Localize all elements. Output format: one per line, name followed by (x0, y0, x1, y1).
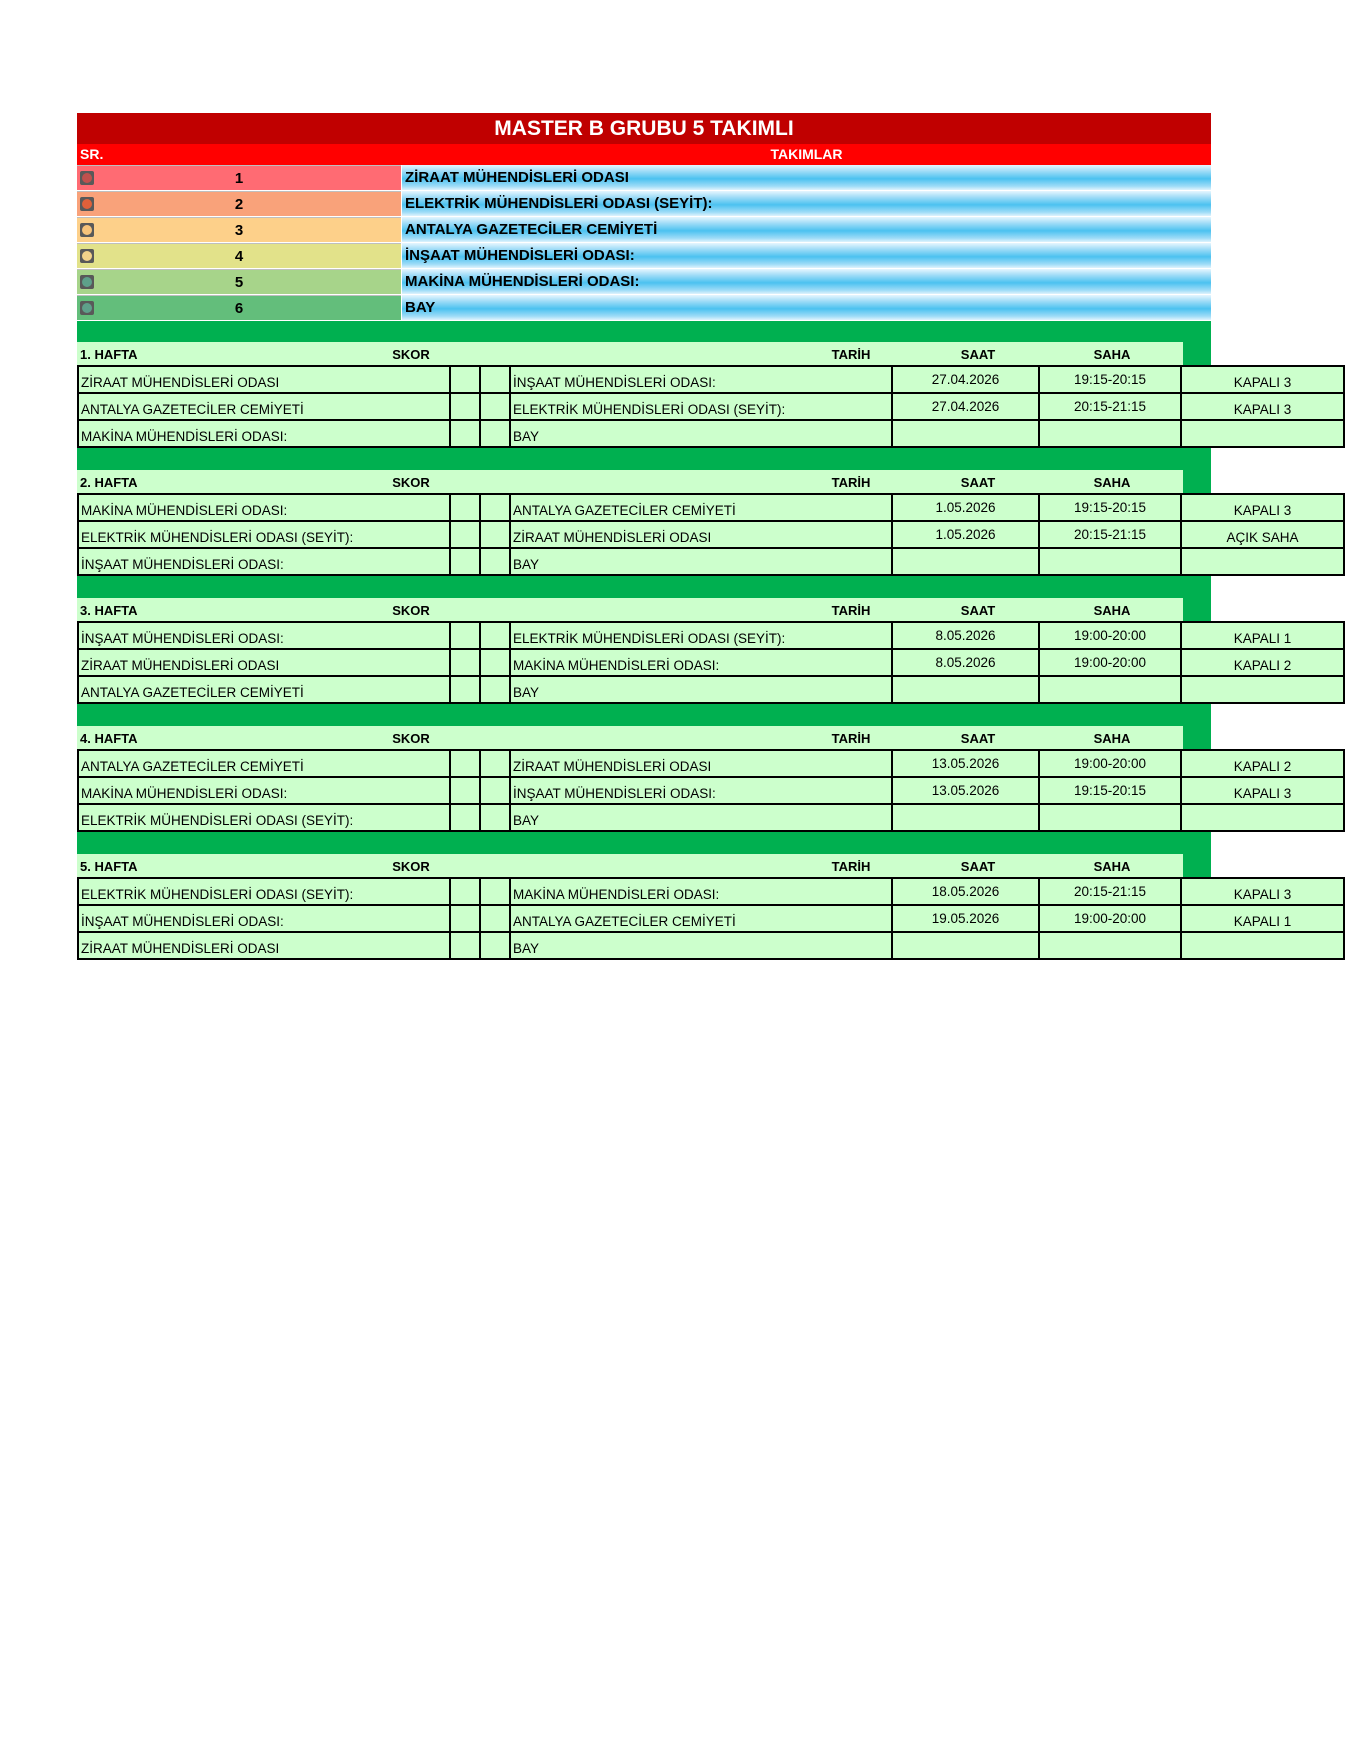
home-score-cell (450, 878, 480, 905)
match-row (78, 420, 1344, 447)
week-header (77, 854, 1183, 877)
week-title: 3. HAFTA (80, 603, 138, 618)
match-table (77, 749, 1345, 832)
home-score-cell (450, 393, 480, 420)
tarih-header: TARİH (831, 731, 871, 746)
saha-header: SAHA (1093, 347, 1131, 362)
away-score-cell (480, 521, 510, 548)
tarih-header: TARİH (831, 859, 871, 874)
week-gap (77, 832, 1183, 854)
week-title: 2. HAFTA (80, 475, 138, 490)
week-block (77, 598, 1292, 726)
home-team: MAKİNA MÜHENDİSLERİ ODASI: (78, 494, 450, 521)
home-team: İNŞAAT MÜHENDİSLERİ ODASI: (78, 548, 450, 575)
team-number-cell (77, 243, 401, 268)
match-time: 19:00-20:00 (1039, 649, 1181, 676)
match-date (892, 932, 1039, 959)
home-team: ANTALYA GAZETECİLER CEMİYETİ (78, 750, 450, 777)
skor-header: SKOR (392, 731, 430, 746)
match-date: 13.05.2026 (892, 750, 1039, 777)
saha-header: SAHA (1093, 603, 1131, 618)
away-team: ANTALYA GAZETECİLER CEMİYETİ (510, 494, 892, 521)
team-number: 2 (234, 196, 244, 213)
home-team: MAKİNA MÜHENDİSLERİ ODASI: (78, 420, 450, 447)
week-title: 4. HAFTA (80, 731, 138, 746)
away-score-cell (480, 548, 510, 575)
match-time: 19:00-20:00 (1039, 905, 1181, 932)
home-team: ELEKTRİK MÜHENDİSLERİ ODASI (SEYİT): (78, 521, 450, 548)
week-title: 1. HAFTA (80, 347, 138, 362)
match-venue (1181, 676, 1344, 703)
match-row (78, 521, 1344, 548)
away-team: ELEKTRİK MÜHENDİSLERİ ODASI (SEYİT): (510, 393, 892, 420)
home-score-cell (450, 905, 480, 932)
match-venue (1181, 804, 1344, 831)
team-name: ANTALYA GAZETECİLER CEMİYETİ (402, 217, 1211, 242)
teams-list (77, 165, 1211, 321)
team-number-cell (77, 295, 401, 320)
skor-header: SKOR (392, 859, 430, 874)
match-table (77, 365, 1345, 448)
home-team: ELEKTRİK MÜHENDİSLERİ ODASI (SEYİT): (78, 804, 450, 831)
team-number-cell (77, 217, 401, 242)
match-row (78, 622, 1344, 649)
match-row (78, 777, 1344, 804)
home-team: MAKİNA MÜHENDİSLERİ ODASI: (78, 777, 450, 804)
match-venue (1181, 420, 1344, 447)
match-date: 18.05.2026 (892, 878, 1039, 905)
match-time: 19:00-20:00 (1039, 750, 1181, 777)
team-number: 1 (234, 170, 244, 187)
away-team: BAY (510, 676, 892, 703)
team-number: 4 (234, 248, 244, 265)
saat-header: SAAT (960, 475, 996, 490)
team-row (77, 217, 1211, 243)
match-date: 8.05.2026 (892, 649, 1039, 676)
match-time (1039, 676, 1181, 703)
team-number: 5 (234, 274, 244, 291)
away-team: BAY (510, 548, 892, 575)
team-name: ZİRAAT MÜHENDİSLERİ ODASI (402, 165, 1211, 190)
week-header (77, 726, 1183, 749)
match-time: 19:15-20:15 (1039, 494, 1181, 521)
home-score-cell (450, 494, 480, 521)
match-date: 8.05.2026 (892, 622, 1039, 649)
match-venue: KAPALI 3 (1181, 777, 1344, 804)
traffic-light-icon (80, 275, 94, 289)
match-venue: KAPALI 1 (1181, 622, 1344, 649)
traffic-light-icon (80, 197, 94, 211)
away-team: İNŞAAT MÜHENDİSLERİ ODASI: (510, 777, 892, 804)
match-row (78, 676, 1344, 703)
traffic-light-icon (80, 301, 94, 315)
team-row (77, 269, 1211, 295)
match-venue (1181, 548, 1344, 575)
team-number: 3 (234, 222, 244, 239)
team-row (77, 243, 1211, 269)
match-time: 19:15-20:15 (1039, 366, 1181, 393)
match-row (78, 494, 1344, 521)
home-score-cell (450, 804, 480, 831)
away-score-cell (480, 393, 510, 420)
match-row (78, 548, 1344, 575)
away-score-cell (480, 804, 510, 831)
home-team: ZİRAAT MÜHENDİSLERİ ODASI (78, 366, 450, 393)
home-score-cell (450, 420, 480, 447)
traffic-light-icon (80, 249, 94, 263)
match-row (78, 905, 1344, 932)
team-name: BAY (402, 295, 1211, 320)
week-block (77, 470, 1299, 598)
match-row (78, 878, 1344, 905)
team-number-cell (77, 191, 401, 216)
saat-header: SAAT (960, 859, 996, 874)
home-team: ZİRAAT MÜHENDİSLERİ ODASI (78, 649, 450, 676)
skor-header: SKOR (392, 347, 430, 362)
match-date (892, 676, 1039, 703)
away-score-cell (480, 366, 510, 393)
team-name: İNŞAAT MÜHENDİSLERİ ODASI: (402, 243, 1211, 268)
week-block (77, 854, 1292, 960)
skor-header: SKOR (392, 603, 430, 618)
traffic-light-icon (80, 171, 94, 185)
match-time (1039, 420, 1181, 447)
away-team: ELEKTRİK MÜHENDİSLERİ ODASI (SEYİT): (510, 622, 892, 649)
week-block (77, 726, 1292, 854)
week-gap (77, 448, 1183, 470)
home-team: ELEKTRİK MÜHENDİSLERİ ODASI (SEYİT): (78, 878, 450, 905)
match-venue: KAPALI 2 (1181, 649, 1344, 676)
week-block (77, 342, 1292, 470)
week-header (77, 342, 1183, 365)
week-header (77, 470, 1183, 493)
fixture-sheet (77, 113, 1299, 960)
away-team: ZİRAAT MÜHENDİSLERİ ODASI (510, 521, 892, 548)
home-score-cell (450, 649, 480, 676)
match-table (77, 493, 1345, 576)
week-title: 5. HAFTA (80, 859, 138, 874)
traffic-light-icon (80, 223, 94, 237)
home-score-cell (450, 366, 480, 393)
saat-header: SAAT (960, 603, 996, 618)
away-score-cell (480, 676, 510, 703)
home-team: ANTALYA GAZETECİLER CEMİYETİ (78, 676, 450, 703)
fixture-area (77, 321, 1299, 960)
match-date: 13.05.2026 (892, 777, 1039, 804)
away-team: ANTALYA GAZETECİLER CEMİYETİ (510, 905, 892, 932)
saat-header: SAAT (960, 347, 996, 362)
away-score-cell (480, 777, 510, 804)
match-venue: KAPALI 3 (1181, 366, 1344, 393)
match-time (1039, 548, 1181, 575)
team-number-cell (77, 269, 401, 294)
away-score-cell (480, 622, 510, 649)
away-score-cell (480, 649, 510, 676)
home-score-cell (450, 548, 480, 575)
away-team: İNŞAAT MÜHENDİSLERİ ODASI: (510, 366, 892, 393)
home-score-cell (450, 932, 480, 959)
match-venue: KAPALI 3 (1181, 393, 1344, 420)
skor-header: SKOR (392, 475, 430, 490)
away-team: MAKİNA MÜHENDİSLERİ ODASI: (510, 649, 892, 676)
away-score-cell (480, 932, 510, 959)
tarih-header: TARİH (831, 347, 871, 362)
team-row (77, 191, 1211, 217)
match-venue: KAPALI 1 (1181, 905, 1344, 932)
match-date: 1.05.2026 (892, 521, 1039, 548)
team-number: 6 (234, 300, 244, 317)
match-row (78, 393, 1344, 420)
match-time: 20:15-21:15 (1039, 521, 1181, 548)
home-team: İNŞAAT MÜHENDİSLERİ ODASI: (78, 622, 450, 649)
home-score-cell (450, 622, 480, 649)
match-time (1039, 932, 1181, 959)
home-score-cell (450, 750, 480, 777)
match-date: 27.04.2026 (892, 393, 1039, 420)
match-row (78, 932, 1344, 959)
match-date: 27.04.2026 (892, 366, 1039, 393)
teams-header (77, 144, 1211, 165)
match-venue (1181, 932, 1344, 959)
sheet-title: MASTER B GRUBU 5 TAKIMLI (77, 113, 1211, 144)
match-venue: KAPALI 3 (1181, 494, 1344, 521)
match-table (77, 621, 1345, 704)
match-row (78, 804, 1344, 831)
match-row (78, 750, 1344, 777)
saha-header: SAHA (1093, 859, 1131, 874)
away-score-cell (480, 420, 510, 447)
match-row (78, 649, 1344, 676)
away-score-cell (480, 750, 510, 777)
home-team: ANTALYA GAZETECİLER CEMİYETİ (78, 393, 450, 420)
team-number-cell (77, 165, 401, 190)
match-venue: KAPALI 2 (1181, 750, 1344, 777)
sr-header: SR. (80, 146, 104, 162)
away-score-cell (480, 494, 510, 521)
match-venue: AÇIK SAHA (1181, 521, 1344, 548)
home-score-cell (450, 777, 480, 804)
home-team: ZİRAAT MÜHENDİSLERİ ODASI (78, 932, 450, 959)
match-time: 19:00-20:00 (1039, 622, 1181, 649)
match-time: 19:15-20:15 (1039, 777, 1181, 804)
match-time (1039, 804, 1181, 831)
team-name: ELEKTRİK MÜHENDİSLERİ ODASI (SEYİT): (402, 191, 1211, 216)
away-team: BAY (510, 932, 892, 959)
match-row (78, 366, 1344, 393)
match-date: 1.05.2026 (892, 494, 1039, 521)
saha-header: SAHA (1093, 731, 1131, 746)
away-team: ZİRAAT MÜHENDİSLERİ ODASI (510, 750, 892, 777)
match-time: 20:15-21:15 (1039, 878, 1181, 905)
match-table (77, 877, 1345, 960)
away-score-cell (480, 905, 510, 932)
team-row (77, 295, 1211, 321)
tarih-header: TARİH (831, 603, 871, 618)
week-header (77, 598, 1183, 621)
home-score-cell (450, 676, 480, 703)
team-name: MAKİNA MÜHENDİSLERİ ODASI: (402, 269, 1211, 294)
tarih-header: TARİH (831, 475, 871, 490)
away-team: MAKİNA MÜHENDİSLERİ ODASI: (510, 878, 892, 905)
saha-header: SAHA (1093, 475, 1131, 490)
match-date (892, 804, 1039, 831)
match-venue: KAPALI 3 (1181, 878, 1344, 905)
match-time: 20:15-21:15 (1039, 393, 1181, 420)
saat-header: SAAT (960, 731, 996, 746)
team-row (77, 165, 1211, 191)
away-team: BAY (510, 804, 892, 831)
week-gap (77, 704, 1183, 726)
teams-column-header: TAKIMLAR (770, 146, 843, 162)
away-score-cell (480, 878, 510, 905)
home-score-cell (450, 521, 480, 548)
home-team: İNŞAAT MÜHENDİSLERİ ODASI: (78, 905, 450, 932)
week-gap (77, 576, 1183, 598)
match-date (892, 548, 1039, 575)
match-date: 19.05.2026 (892, 905, 1039, 932)
match-date (892, 420, 1039, 447)
away-team: BAY (510, 420, 892, 447)
